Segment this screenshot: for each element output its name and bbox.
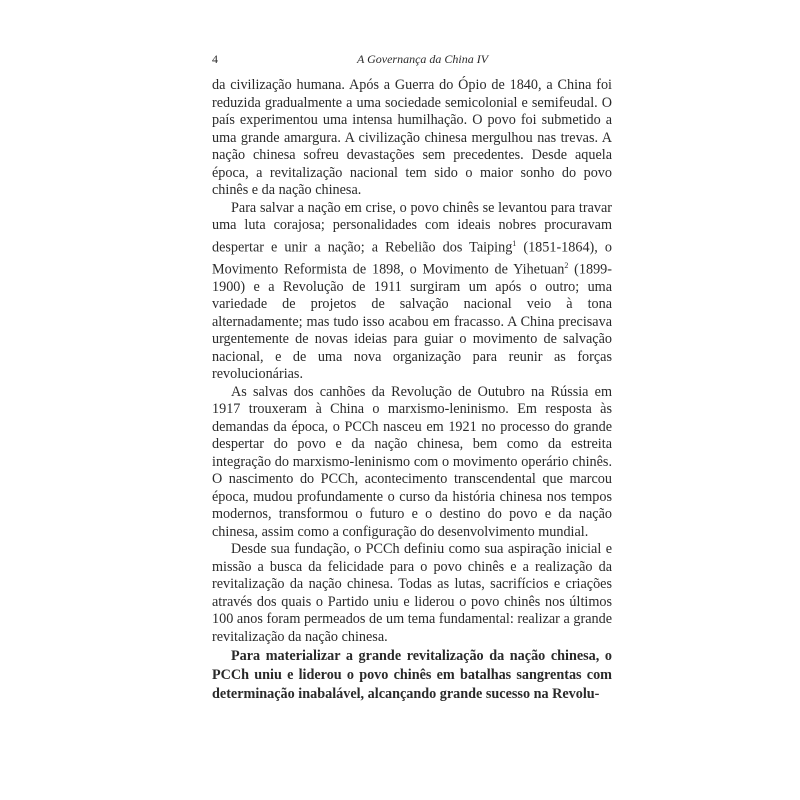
body-text [212,77,612,704]
footnote-ref-1: 1 [512,238,517,248]
running-header [212,52,612,68]
paragraph-3: As salvas dos canhões da Revolução de Outubro na Rússia em 1917 trouxeram à China o marxismo-leninismo. Em resposta às demandas da época, o PCCh nasceu em 1921 no processo do grande despertar do povo e da nação chinesa, bem como da estreita integração do marxismo-leninismo com o movimento operário chinês. O nascimento do PCCh, acontecimento transcendental que marcou época, mudou profundamente o curso da história chinesa nos tempos modernos, transformou o futuro e o destino do povo e da nação chinesa, assim como a configuração do desenvolvimento mundial. [212,383,612,540]
page-number: 4 [212,52,218,66]
book-title: A Governança da China IV [357,52,489,66]
paragraph-2-part-3: (1899-1900) e a Revolução de 1911 surgiram um após o outro; uma variedade de projetos de salvação nacional veio à tona alternadamente; mas tudo isso acabou em fracasso. A China precisava urgentemente de novas ideias para guiar o movimento de salvação nacional, e de uma nova organização para reunir as forças revolucionárias. [212,261,612,383]
paragraph-1: da civilização humana. Após a Guerra do Ópio de 1840, a China foi reduzida gradualmente a uma sociedade semicolonial e semifeudal. O país experimentou uma intensa humilhação. O povo foi submetido a uma grande amargura. A civilização chinesa mergulhou nas trevas. A nação chinesa sofreu devastações sem precedentes. Desde aquela época, a revitalização nacional tem sido o maior sonho do povo chinês e da nação chinesa. [212,77,612,198]
paragraph-2-part-2: (1851-1864), o Movimento Reformista de 1898, o Movimento de Yihetuan [212,239,612,278]
paragraph-5-bold: Para materializar a grande revitalização da nação chinesa, o PCCh uniu e liderou o povo chinês em batalhas sangrentas com determinação inabalável, alcançando grande sucesso na Revolu- [212,648,612,703]
paragraph-2-part-1: Para salvar a nação em crise, o povo chinês se levantou para travar uma luta corajosa; personalidades com ideais nobres procuravam despertar e unir a nação; a Rebelião dos Taiping [212,199,612,256]
footnote-ref-2: 2 [564,260,569,270]
paragraph-2 [212,200,612,384]
paragraph-4: Desde sua fundação, o PCCh definiu como sua aspiração inicial e missão a busca da felicidade para o povo chinês e a realização da revitalização da nação chinesa. Todas as lutas, sacrifícios e criações através dos quais o Partido uniu e liderou o povo chinês nos últimos 100 anos foram permeados de um tema fundamental: realizar a grande revitalização da nação chinesa. [212,541,612,645]
